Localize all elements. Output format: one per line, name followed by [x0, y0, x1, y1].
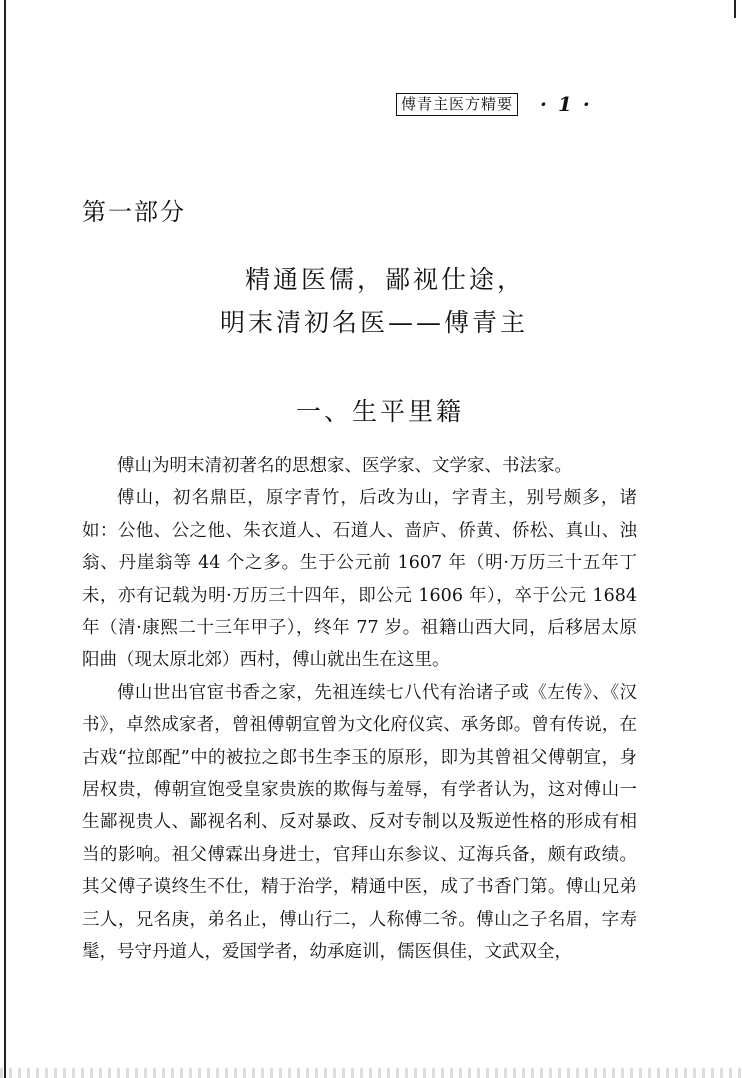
running-header — [396, 92, 592, 116]
page-edge-left — [4, 0, 6, 1078]
paragraph: 傅山为明末清初著名的思想家、医学家、文学家、书法家。 — [117, 456, 572, 476]
next-line-cutoff — [0, 1068, 742, 1078]
chapter-title-line-1: 精通医儒，鄙视仕途， — [244, 265, 525, 294]
paragraph: 傅山，初名鼎臣，原字青竹，后改为山，字青主，别号颇多，诸如：公他、公之他、朱衣道人、石道人、啬庐、侨黄、侨松、真山、浊翁、丹崖翁等 44 个之多。生于公元前 1607 年（明·万历三十五年丁未，亦有记载为明·万历三十四年，即公元 1606 年），卒于公元 1684 年（清·康熙二十三年甲子），终年 77 岁。祖籍山西大同，后移居太原阳曲（现太原北郊）西村，傅山就出生在这里。 — [82, 488, 637, 671]
chapter-title-line-2: 明末清初名医——傅青主 — [219, 308, 528, 337]
body-text — [82, 450, 637, 969]
section-heading: 一、生平里籍 — [295, 397, 464, 426]
paragraph: 傅山世出官宦书香之家，先祖连续七八代有治诸子或《左传》、《汉书》，卓然成家者，曾祖傅朝宣曾为文化府仪宾、承务郎。曾有传说，在古戏“拉郎配”中的被拉之郎书生李玉的原形，即为其曾祖父傅朝宣，身居权贵，傅朝宣饱受皇家贵族的欺侮与羞辱，有学者认为，这对傅山一生鄙视贵人、鄙视名利、反对暴政、反对专制以及叛逆性格的形成有相当的影响。祖父傅霖出身进士，官拜山东参议、辽海兵备，颇有政绩。其父傅子谟终生不仕，精于治学，精通中医，成了书香门第。傅山兄弟三人，兄名庚，弟名止，傅山行二，人称傅二爷。傅山之子名眉，字寿髦，号守丹道人，爱国学者，幼承庭训，儒医俱佳，文武双全， — [82, 682, 637, 963]
page-number: · 1 · — [540, 92, 592, 116]
page-edge-mark — [734, 0, 736, 18]
chapter-title — [0, 258, 742, 344]
book-title-box: 傅青主医方精要 — [396, 93, 518, 116]
part-label: 第一部分 — [82, 198, 186, 226]
